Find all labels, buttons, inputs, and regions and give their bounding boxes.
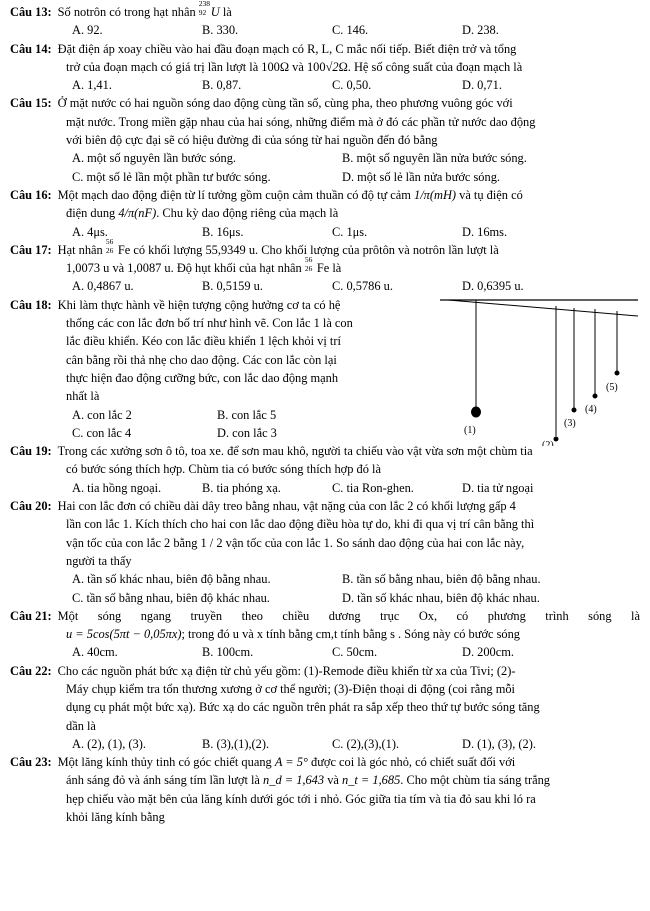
question-22 [10,662,640,753]
question-17 [10,236,640,296]
question-text-end: là [222,5,232,19]
question-text: hẹp chiếu vào mặt bên của lăng kính dưới góc tới i nhỏ. Góc giữa tia tím và tia đỏ sau khi ló ra [66,791,536,806]
question-text: mặt nước. Trong miền gặp nhau của hai sóng, những điểm mà ở đó các phần tử nước dao động [66,114,536,129]
option-c[interactable]: C. 146. [332,23,369,38]
question-13 [10,0,640,40]
question-number: Câu 21: [10,608,52,623]
answer-options [10,735,640,753]
option-a[interactable]: A. 0,4867 u. [72,279,134,294]
question-text: trở của đoạn mạch có giá trị lần lượt là 100Ω và 100 [66,59,326,74]
question-number: Câu 13: [10,5,52,19]
question-number: Câu 20: [10,499,52,514]
answer-options [10,21,640,39]
question-text: lần con lắc 1. Kích thích cho hai con lắc dao động điều hòa tự do, khi đi qua vị trí cân bằng thì [66,517,535,532]
question-23 [10,753,640,826]
option-a[interactable]: A. tần số khác nhau, biên độ bằng nhau. [72,572,271,587]
question-text: Ở mặt nước có hai nguồn sóng dao động cùng tần số, cùng pha, theo phương vuông góc với [57,96,513,111]
nuclide-symbol: Fe [117,242,131,257]
answer-options [10,277,640,295]
question-text: Hạt nhân [57,242,103,257]
nuclide-symbol: U [210,5,220,19]
option-a[interactable]: A. 40cm. [72,645,118,660]
pendulum-1-label: (1) [464,424,476,436]
question-text: có bước sóng thích hợp. Chùm tia có bước sóng thích hợp đó là [66,462,381,477]
option-d[interactable]: D. (1), (3), (2). [462,736,536,751]
question-number: Câu 17: [10,242,52,257]
question-21 [10,607,640,662]
pendulum-3-bob [572,407,577,412]
question-text: dần là [66,718,96,733]
answer-options [10,76,640,94]
option-a[interactable]: A. một số nguyên lần bước sóng. [72,151,237,166]
question-text: Đặt điện áp xoay chiều vào hai đầu đoạn mạch có R, L, C mắc nối tiếp. Biết điện trở và tổng [57,41,517,56]
option-d[interactable]: D. 0,6395 u. [462,279,524,294]
answer-options [10,479,640,497]
question-text: khỏi lăng kính bằng [66,810,165,825]
question-text: được coi là góc nhỏ, có chiết suất đối với [311,755,516,770]
question-text: và [327,773,339,788]
option-d[interactable]: D. 16ms. [462,224,508,239]
nuclide-notation: 56 26 [304,255,313,274]
option-d[interactable]: D. 238. [462,23,499,38]
option-b[interactable]: B. (3),(1),(2). [202,736,270,751]
answer-options [10,406,425,443]
question-number: Câu 16: [10,187,52,202]
question-text: là [332,261,342,276]
question-19 [10,439,640,497]
option-c[interactable]: C. một số lẻ lần một phần tư bước sóng. [72,169,271,184]
option-a[interactable]: A. tia hồng ngoại. [72,480,162,495]
inductance-formula: 1/π(mH) [414,187,457,202]
option-c[interactable]: C. 0,50. [332,78,372,93]
option-c[interactable]: C. 50cm. [332,645,378,660]
pendulum-2-label: (2) [542,439,554,446]
prism-angle: A = 5° [274,755,308,770]
option-b[interactable]: B. 0,87. [202,78,242,93]
option-a[interactable]: A. 4μs. [72,224,108,239]
option-b[interactable]: B. con lắc 5 [217,407,277,422]
option-c[interactable]: C. tia Ron-ghen. [332,480,414,495]
question-text: Trong các xưởng sơn ô tô, toa xe. để sơn mau khô, người ta chiếu vào vật vừa sơn một chùm tia [57,444,533,459]
question-text: Số notrôn có trong hạt nhân [57,5,196,19]
answer-options [10,570,640,607]
option-b[interactable]: B. tần số bằng nhau, biên độ bằng nhau. [342,572,541,587]
option-c[interactable]: C. (2),(3),(1). [332,736,400,751]
option-d[interactable]: D. tần số khác nhau, biên độ khác nhau. [342,590,540,605]
question-text: lắc điều khiển. Kéo con lắc điều khiển 1 lệch khỏi vị trí [66,334,341,349]
answer-options [10,223,640,241]
option-c[interactable]: C. 1μs. [332,224,368,239]
pendulum-1-bob [471,406,481,417]
question-text: 1,0073 u và 1,0087 u. Độ hụt khối của hạt nhân [66,261,302,276]
question-text: điện dung [66,206,116,221]
question-text: Ω. Hệ số công suất của đoạn mạch là [338,59,523,74]
pendulum-diagram [438,296,648,446]
question-15 [10,94,640,185]
question-text: . Chu kỳ dao động riêng của mạch là [156,206,339,221]
question-text: . Cho một chùm tia sáng trắng [400,773,550,788]
question-text: nhất là [66,389,100,404]
question-text: Một sóng ngang truyền theo chiều dương trục Ox, có phương trình sóng là [57,608,640,623]
question-text: Hai con lắc đơn có chiều dài dây treo bằng nhau, vật nặng của con lắc 2 có khối lượng gấp 4 [57,499,516,514]
pendulum-4-bob [593,393,598,398]
question-20 [10,497,640,607]
answer-options [10,149,640,186]
question-text: với biên độ cực đại sẽ có hiệu đường đi của sóng từ hai nguồn đến đó bằng [66,133,438,148]
question-text: vận tốc của con lắc 2 bằng 1 / 2 vận tốc của con lắc 1. So sánh dao động của hai con lắc này, [66,535,525,550]
option-d[interactable]: D. con lắc 3 [217,425,277,440]
option-a[interactable]: A. 1,41. [72,78,112,93]
option-b[interactable]: B. 330. [202,23,239,38]
pendulum-figure [438,296,648,446]
nuclide-symbol: Fe [316,261,330,276]
option-d[interactable]: D. tia tử ngoại [462,480,534,495]
option-a[interactable]: A. 92. [72,23,103,38]
sqrt-expression: √2 [325,59,339,74]
question-text: có khối lượng 55,9349 u. Cho khối lượng của prôtôn và notrôn lần lượt là [133,242,499,257]
answer-options [10,643,640,661]
question-text: thống các con lắc đơn bố trí như hình vẽ. Con lắc 1 là con [66,316,353,331]
question-text: Khi làm thực hành về hiện tượng cộng hưởng cơ ta có hệ [57,297,341,312]
question-number: Câu 15: [10,96,52,111]
question-14 [10,40,640,95]
question-text: Cho các nguồn phát bức xạ điện từ chủ yếu gồm: (1)-Remode điều khiển từ xa của Tivi; (2)- [57,663,516,678]
pendulum-2-bob [554,436,559,441]
option-d[interactable]: D. 200cm. [462,645,514,660]
refractive-index-red: n_d = 1,643 [263,773,325,788]
question-text: Một mạch dao động điện từ lí tưởng gồm cuộn cảm thuần có độ tự cảm [57,187,411,202]
question-16 [10,186,640,241]
question-text: thực hiện đao động cưỡng bức, con lắc dao động mạnh [66,370,339,385]
question-number: Câu 18: [10,297,52,312]
option-c[interactable]: C. con lắc 4 [72,425,132,440]
question-text: người ta thấy [66,553,132,568]
question-text: cân bằng rồi thả nhẹ cho dao động. Các con lắc còn lại [66,352,337,367]
option-b[interactable]: B. 16μs. [202,224,244,239]
option-b[interactable]: B. một số nguyên lần nửa bước sóng. [342,151,527,166]
question-number: Câu 19: [10,444,52,459]
pendulum-5-bob [615,370,620,375]
question-text: ; trong đó u và x tính bằng cm,t tính bằng s . Sóng này có bước sóng [181,627,521,642]
nuclide-notation: 238 92 [198,0,211,17]
question-18 [10,296,640,446]
option-d[interactable]: D. 0,71. [462,78,502,93]
pendulum-5-label: (5) [606,381,618,393]
capacitance-formula: 4/π(nF) [118,206,157,221]
option-a[interactable]: A. con lắc 2 [72,407,132,422]
refractive-index-violet: n_t = 1,685 [342,773,401,788]
option-c[interactable]: C. 0,5786 u. [332,279,393,294]
pendulum-4-label: (4) [585,403,597,415]
question-text: Máy chụp kiểm tra tổn thương xương ở cơ thể người; (3)-Điện thoại di động (coi rằng mỗi [66,681,515,696]
wave-equation: u = 5cos(5πt − 0,05πx) [66,627,182,642]
question-text: ánh sáng đỏ và ánh sáng tím lần lượt là [66,773,260,788]
question-number: Câu 23: [10,755,52,770]
question-text: Một lăng kính thủy tinh có góc chiết quang [57,755,272,770]
question-text: và tụ điện có [459,187,523,202]
option-b[interactable]: B. tia phóng xạ. [202,480,281,495]
question-number: Câu 14: [10,41,52,56]
nuclide-notation: 56 26 [105,236,114,255]
question-text: dụng cụ phát một bức xạ). Bức xạ do các nguồn trên phát ra sắp xếp theo thứ tự bước sóng tăng [66,700,540,715]
pendulum-3-label: (3) [564,417,576,429]
option-a[interactable]: A. (2), (1), (3). [72,736,146,751]
option-b[interactable]: B. 0,5159 u. [202,279,263,294]
option-c[interactable]: C. tần số bằng nhau, biên độ khác nhau. [72,590,270,605]
option-b[interactable]: B. 100cm. [202,645,254,660]
question-number: Câu 22: [10,663,52,678]
option-d[interactable]: D. một số lẻ lần nửa bước sóng. [342,169,500,184]
